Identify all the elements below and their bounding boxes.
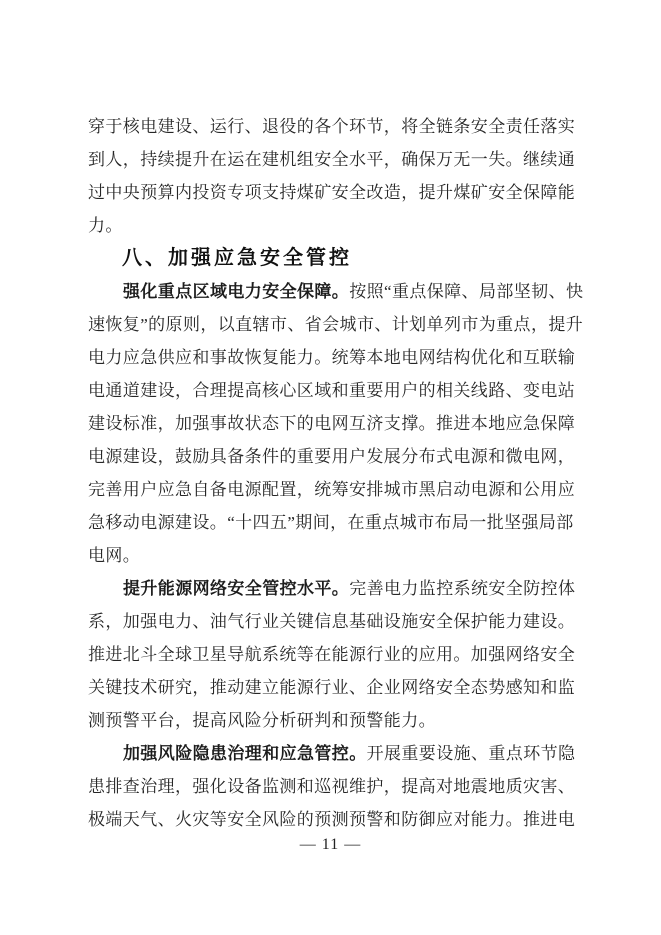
body-line: [88, 176, 576, 209]
line-text: 穿于核电建设、运行、退役的各个环节，将全链条安全责任落实: [88, 117, 576, 136]
bold-lead: 加强风险隐患治理和应急管控。: [123, 744, 367, 763]
line-text: 建设标准，加强事故状态下的电网互济支撑。推进本地应急保障: [88, 414, 576, 433]
body-line: [88, 737, 576, 770]
body-line: [88, 341, 576, 374]
body-line: [88, 539, 573, 572]
body-line: [88, 440, 576, 473]
line-text: 电通道建设，合理提高核心区域和重要用户的相关线路、变电站: [88, 381, 576, 400]
line-text: 力。: [88, 216, 123, 235]
bold-lead: 提升能源网络安全管控水平。: [123, 579, 350, 598]
paragraph-power-supply-security: [88, 275, 584, 572]
body-line: [88, 506, 573, 539]
paragraph-nuclear-coal-safety: [88, 110, 576, 242]
body-line: [88, 308, 584, 341]
body-line: [88, 638, 576, 671]
line-text: 速恢复”的原则，以直辖市、省会城市、计划单列市为重点，提升: [88, 315, 584, 334]
body-line: [88, 209, 573, 242]
body-line: [88, 275, 584, 308]
line-text: 患排查治理，强化设备监测和巡视维护，提高对地震地质灾害、: [88, 777, 576, 796]
body-line: [88, 671, 576, 704]
line-text: 开展重要设施、重点环节隐: [366, 744, 576, 763]
line-text: 电网。: [88, 546, 141, 565]
line-text: 按照“重点保障、局部坚韧、快: [349, 282, 584, 301]
line-text: 急移动电源建设。“十四五”期间，在重点城市布局一批坚强局部: [88, 513, 574, 532]
paragraph-risk-management: [88, 737, 576, 836]
line-text: 过中央预算内投资专项支持煤矿安全改造，提升煤矿安全保障能: [88, 183, 576, 202]
page-number-text: — 11 —: [299, 836, 362, 853]
section-heading: 八、加强应急安全管控: [122, 247, 352, 269]
page-content: [88, 110, 584, 836]
body-line: [88, 374, 576, 407]
body-line: [88, 572, 576, 605]
line-text: 电力应急供应和事故恢复能力。统筹本地电网结构优化和互联输: [88, 348, 576, 367]
line-text: 关键技术研究，推动建立能源行业、企业网络安全态势感知和监: [88, 678, 576, 697]
paragraph-cyber-security: [88, 572, 576, 737]
body-line: [88, 605, 576, 638]
body-line: [88, 770, 576, 803]
body-line: [88, 473, 576, 506]
line-text: 完善用户应急自备电源配置，统筹安排城市黑启动电源和公用应: [88, 480, 576, 499]
line-text: 极端天气、火灾等安全风险的预测预警和防御应对能力。推进电: [88, 810, 576, 829]
line-text: 测预警平台，提高风险分析研判和预警能力。: [88, 711, 436, 730]
line-text: 电源建设，鼓励具备条件的重要用户发展分布式电源和微电网，: [88, 447, 576, 466]
body-line: [88, 803, 576, 836]
body-line: [88, 110, 576, 143]
line-text: 到人，持续提升在运在建机组安全水平，确保万无一失。继续通: [88, 150, 576, 169]
line-text: 推进北斗全球卫星导航系统等在能源行业的应用。加强网络安全: [88, 645, 576, 664]
body-line: [88, 407, 576, 440]
page-number: [0, 834, 661, 856]
body-line: [88, 143, 576, 176]
body-line: [88, 704, 573, 737]
line-text: 完善电力监控系统安全防控体: [349, 579, 576, 598]
bold-lead: 强化重点区域电力安全保障。: [123, 282, 350, 301]
line-text: 系，加强电力、油气行业关键信息基础设施安全保护能力建设。: [88, 612, 576, 631]
